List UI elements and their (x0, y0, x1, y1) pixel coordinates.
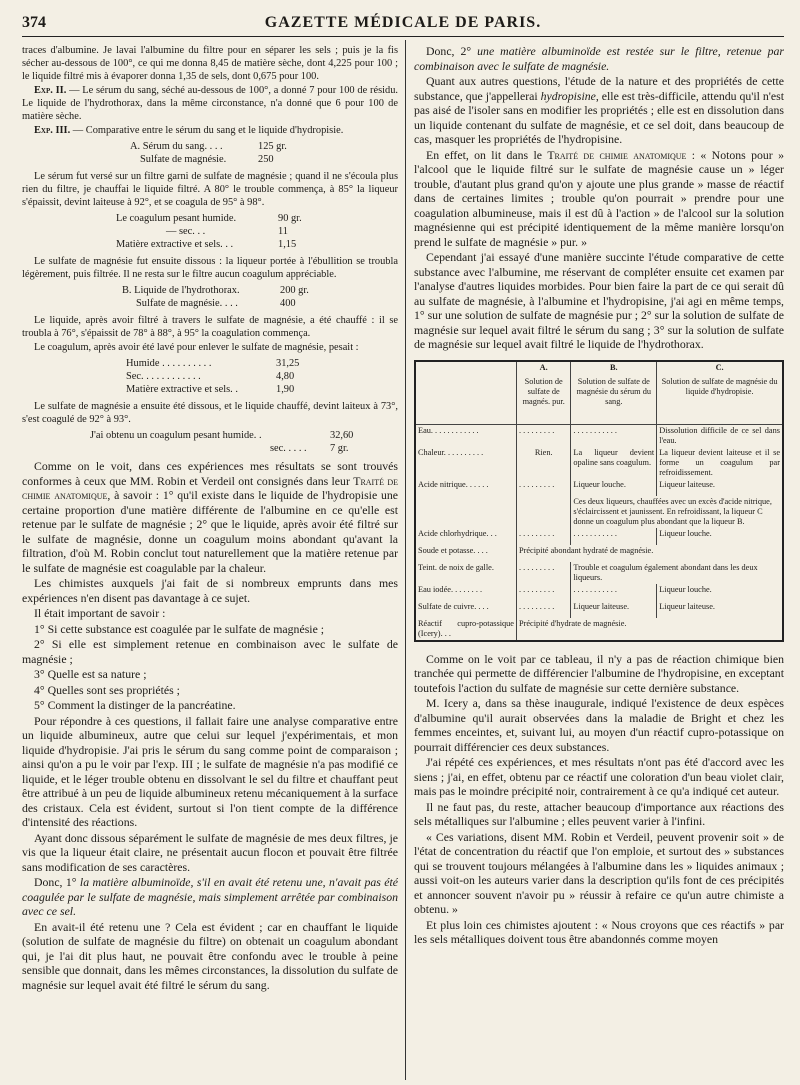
list-item: 1° Si cette substance est coagulée par le sulfate de magnésie ; (34, 621, 325, 636)
paragraph-cependant: Cependant j'ai essayé d'une manière succinte l'étude comparative de cette substance avec l'albumine, me réservant de compléter ensuite cet examen par l'analyse d'autres liquides morbides. Pour bien faire la part de ce qui serait dû au sulfate de magnésie, à l'albumine et l'hydropisine, j'ai agi en même temps, 1° sur une solution de sulfate de magnésie pur ; 2° sur la solution de sulfate de magnésie sur lequel avait filtré le sérum du sang ; 3° sur la solution de sulfate de magnésie sur lequel avait filtré le liquide de l'hydrothorax. (414, 250, 784, 351)
paragraph-variations: « Ces variations, disent MM. Robin et Verdeil, peuvent provenir soit » de l'état de concentration du réactif que l'on emploie, et surtout des » substances qui se trouvent toujours mélangées à l'albumine dans les » liquides animaux ; aussi voit-on les auteurs varier dans la description qu'ils font de ces précipités et annoncer souvent n'avoir pu » réussir à refaire ce qu'un autre chimiste a obtenu. » (414, 829, 784, 916)
paragraph-en-effet: En effet, on lit dans le Traité de chimie anatomique : « Notons pour » l'alcool que le liquide filtré sur le sulfate de magnésie cause un » léger trouble, d'autant plus grand qu'on y ajoute une plus grande » masse de réactif dans de certaines limites ; trouble qu'on pourrait » prendre pour une coagulation albumineuse, mais il est dû à l'action » de l'alcool sur la solution magnésienne qui est précipité identiquement de la même manière lorsqu'on prend le sulfate de magnésie » pur. » (414, 147, 784, 249)
list-item: Le coagulum pesant humide. 90 gr. (116, 213, 302, 224)
reactions-table (414, 360, 784, 642)
list-item: Humide . . . . . . . . . . 31,25 (126, 358, 300, 369)
page-header (22, 10, 784, 37)
paragraph-comme: Comme on le voit, dans ces expériences mes résultats se sont trouvés conformes à ceux que MM. Robin et Verdeil ont consignés dans leur Traité de chimie anatomique, à savoir : 1° qu'il existe dans le liquide de l'hydropisie une certaine proportion d'une matière différente de l'albumine en ce qu'elle est retenue par le sulfate de magnésie ; 2° que le liquide, après avoir été filtré sur le sulfate de magnésie, donne un coagulum moins abondant qu'avant la filtration, d'où M. Robin conclut tout naturellement que la matière retenue par le sulfate de magnésie est coagulable par la chaleur. (22, 459, 398, 575)
paragraph-exp2 (22, 84, 398, 123)
column-divider (405, 40, 406, 1080)
exp3-label: Exp. III. (34, 125, 71, 136)
table-header-a: A. Solution de sulfate de magnés. pur. (517, 361, 571, 425)
table-row: Réactif cupro-potassique (Icery). . . Précipité d'hydrate de magnésie. (415, 618, 783, 641)
conclusion-2: une matière albuminoïde est restée sur le filtre, retenue par combinaison avec le sulfate de magnésie. (414, 44, 784, 73)
nitric-note: Ces deux liqueurs, chauffées avec un excès d'acide nitrique, s'éclaircissent et jaunissent. En refroidissant, la liqueur C donne un coagulum plus abondant que la liqueur B. (571, 496, 783, 528)
left-column (22, 44, 398, 1080)
paragraph-donc2: Donc, 2° une matière albuminoïde est restée sur le filtre, retenue par combinaison avec le sulfate de magnésie. (414, 44, 784, 73)
list-item: B. Liquide de l'hydrothorax. 200 gr. (122, 285, 309, 296)
list-item: Sulfate de magnésie. 250 (140, 154, 274, 165)
list-serum (130, 140, 398, 166)
table-row: Chaleur. . . . . . . . . . Rien. La liqueur devient opaline sans coagulum. La liqueur devient laiteuse et il se forme un coagulum par refroidissement. (415, 447, 783, 479)
paragraph-exp3 (22, 124, 398, 137)
table-row: Sulfate de cuivre. . . . . . . . . . . . . Liqueur laiteuse. Liqueur laiteuse. (415, 601, 783, 618)
book-title: Traité de chimie anatomique (547, 147, 687, 162)
list-item: Matière extractive et sels. . . 1,15 (116, 239, 297, 250)
paragraph-pour: Pour répondre à ces questions, il fallait faire une analyse comparative entre un liquide albumineux, autre que celui sur lequel j'expérimentais, et mon liquide d'hydropisie. J'ai pris le sérum du sang comme point de comparaison ; ainsi qu'on a pu le voir par l'exp. III ; le sulfate de magnésie n'a pas modifié ce liquide, et le léger trouble obtenu en dissolvant le sel du filtre et chauffant peut être attribué à un peu de liquide albumineux retenu mécaniquement à la surface des cristaux. Cela est évident, surtout si l'on tient compte de la différence d'intensité des réactions. (22, 713, 398, 829)
list-coagulum (116, 212, 398, 251)
list-item: 2° Si elle est simplement retenue en combinaison avec le sulfate de magnésie ; (22, 637, 398, 666)
list-item: 4° Quelles sont ses propriétés ; (34, 682, 180, 697)
table-row: Eau iodée. . . . . . . . . . . . . . . . . . . . . . . . . . . . Liqueur louche. (415, 584, 783, 601)
body-large-text (414, 44, 784, 352)
list-item: Matière extractive et sels. . 1,90 (126, 384, 295, 395)
table-header-row (415, 361, 783, 425)
table-row: Acide chlorhydrique. . . . . . . . . . . . . . . . . . . . . . . Liqueur louche. (415, 528, 783, 545)
body-large-text (22, 459, 398, 992)
body-large-text (414, 652, 784, 947)
paragraph-icery: M. Icery a, dans sa thèse inaugurale, indiqué l'existence de deux espèces d'albumine qu'il aurait observées dans la maladie de Bright et chez les femmes enceintes, et, suivant lui, au moyen d'un réactif cupro-potassique on pourrait différencier ces deux substances. (414, 696, 784, 754)
right-column (414, 44, 784, 1080)
paragraph-coagulum: Le coagulum, après avoir été lavé pour enlever le sulfate de magnésie, pesait : (34, 342, 359, 353)
paragraph-quant: Quant aux autres questions, l'étude de la nature et des propriétés de cette substance, que j'appellerai hydropisine, elle est très-difficile, attendu qu'il n'est pas aisé de l'isoler sans en modifier les propriétés ; elle est en dissolution dans un liquide contenant du sulfate de magnésie, et ce sel doit, dans beaucoup de cas, masquer les propriétés de l'hydropisine. (414, 74, 784, 146)
list-item: Sulfate de magnésie. . . . 400 (136, 298, 296, 309)
exp2-text: — Le sérum du sang, séché au-dessous de 100°, a donné 7 pour 100 de résidu. Le liquide de l'hydrothorax, dans la même circonstance, n'a donné que 6 pour 100 de matière sèche. (22, 85, 398, 122)
paragraph-plus-loin: Et plus loin ces chimistes ajoutent : « Nous croyons que ces réactifs » par les sels métalliques doivent tous être abandonnés comme moyen (414, 917, 784, 946)
table-header-c: C. Solution de sulfate de magnésie du liquide d'hydropisie. (657, 361, 783, 425)
list-item: Sec. . . . . . . . . . . . 4,80 (126, 371, 295, 382)
paragraph-chimistes: Les chimistes auxquels j'ai fait de si nombreux emprunts dans mes expériences n'en disent pas davantage à ce sujet. (22, 576, 398, 605)
list-obtenu (90, 429, 398, 455)
conclusion-1: la matière albuminoïde, s'il en avait été retenu une, n'avait pas été coagulée par le sulfate de magnésie, mais simplement arrêtée par combinaison avec ce sel. (22, 875, 398, 918)
table-row: Soude et potasse. . . . Précipité abondant hydraté de magnésie. (415, 545, 783, 562)
list-item: J'ai obtenu un coagulum pesant humide. . 32,60 (90, 430, 354, 441)
exp3-text: — Comparative entre le sérum du sang et le liquide d'hydropisie. (70, 125, 344, 136)
table-row: Acide nitrique. . . . . . . . . . . . . . . Liqueur louche. Liqueur laiteuse. (415, 479, 783, 496)
paragraph-repete: J'ai répété ces expériences, et mes résultats n'ont pas été d'accord avec les siens ; j'ai, en effet, obtenu par ce réactif une coloration d'un beau violet clair, mais pas le moindre précipité noir, contrairement à ce qu'a indiqué cet auteur. (414, 755, 784, 798)
list-item: 3° Quelle est sa nature ; (34, 667, 147, 681)
list-item: 5° Comment la distinger de la pancréatine. (34, 698, 236, 712)
table-corner (415, 361, 517, 425)
paragraph-sulfate: Le sulfate de magnésie fut ensuite dissous : la liqueur portée à l'ébullition se troubla légèrement, puis filtrée. Il ne resta sur le filtre aucun coagulum appréciable. (22, 256, 398, 280)
paragraph-donc1: Donc, 1° la matière albuminoïde, s'il en avait été retenu une, n'avait pas été coagulée par le sulfate de magnésie, mais simplement arrêtée par combinaison avec ce sel. (22, 875, 398, 918)
list-item: A. Sérum du sang. . . . 125 gr. (130, 141, 287, 152)
table-header-b: B. Solution de sulfate de magnésie du sérum du sang. (571, 361, 657, 425)
paragraph-important: Il était important de savoir : (34, 606, 166, 620)
paragraph-serum: Le sérum fut versé sur un filtre garni de sulfate de magnésie ; quand il ne s'écoula plus rien du filtre, je chauffai le liquide filtré. A 80° le trouble commença, à 85° la liqueur s'épaissit, devint laiteuse à 92°, et se coagula de 95° à 98°. (22, 171, 398, 208)
list-humide (126, 357, 398, 396)
questions-list (22, 622, 398, 713)
paragraph-tableau: Comme on le voit par ce tableau, il n'y a pas de réaction chimique bien tranchée qui permette de différencier l'albumine de l'hydropisine, en exceptant toutefois l'action du sulfate de magnésie sur cette dernière substance. (414, 651, 784, 695)
exp2-label: Exp. II. (34, 85, 67, 96)
table-row: Eau. . . . . . . . . . . . . . . . . . . . . . . . . . . . . . . . Dissolution difficile de ce sel dans l'eau. (415, 424, 783, 447)
list-item: sec. . . . . 7 gr. (270, 443, 349, 454)
paragraph-liquide: Le liquide, après avoir filtré à travers le sulfate de magnésie, a été chauffé : il se troubla à 76°, s'épaissit de 78° à 88°, à 95° la coagulation commença. (22, 315, 398, 339)
paragraph-en-avait: En avait-il été retenu une ? Cela est évident ; car en chauffant le liquide (solution de sulfate de magnésie du filtre) on obtenait un coagulum abondant qui, je l'ai dit plus haut, ne pouvait être confondu avec le trouble à peine sensible que donnait, dans les mêmes circonstances, la dissolution du sulfate de magnésie sur lequel avait été filtré le sérum du sang. (22, 919, 398, 992)
paragraph-traces: traces d'albumine. Je lavai l'albumine du filtre pour en séparer les sels ; puis je la fis sécher au-dessous de 100°, ce qui me donna 8,45 de matière sèche, dont 4,225 pour 100 ; le liquide filtré mis à évaporer donna 1,35 de sels, dont 0,675 pour 100. (22, 45, 398, 82)
paragraph-ayant: Ayant donc dissous séparément le sulfate de magnésie de mes deux filtres, je vis que la liqueur était claire, ne présentait aucun flocon et pouvait être filtrée sans modification de ses caractères. (22, 830, 398, 874)
paragraph-faut: Il ne faut pas, du reste, attacher beaucoup d'importance aux réactions des sels métalliques sur l'albumine ; elles peuvent varier à l'infini. (414, 799, 784, 828)
paragraph-sulfate2: Le sulfate de magnésie a ensuite été dissous, et le liquide chauffé, devint laiteux à 73°, s'est coagulé de 92° à 93°. (22, 401, 398, 425)
table-row (415, 496, 783, 528)
table-row: Teint. de noix de galle. . . . . . . . . . Trouble et coagulum également abondant dans les deux liqueurs. (415, 562, 783, 584)
term-hydropisine: hydropisine (540, 88, 596, 103)
list-hydrothorax (122, 284, 398, 310)
page-number: 374 (22, 14, 46, 31)
journal-title: GAZETTE MÉDICALE DE PARIS. (264, 14, 542, 31)
list-item: — sec. . . 11 (166, 226, 289, 237)
book-title: Traité de chimie anatomique (22, 473, 398, 502)
